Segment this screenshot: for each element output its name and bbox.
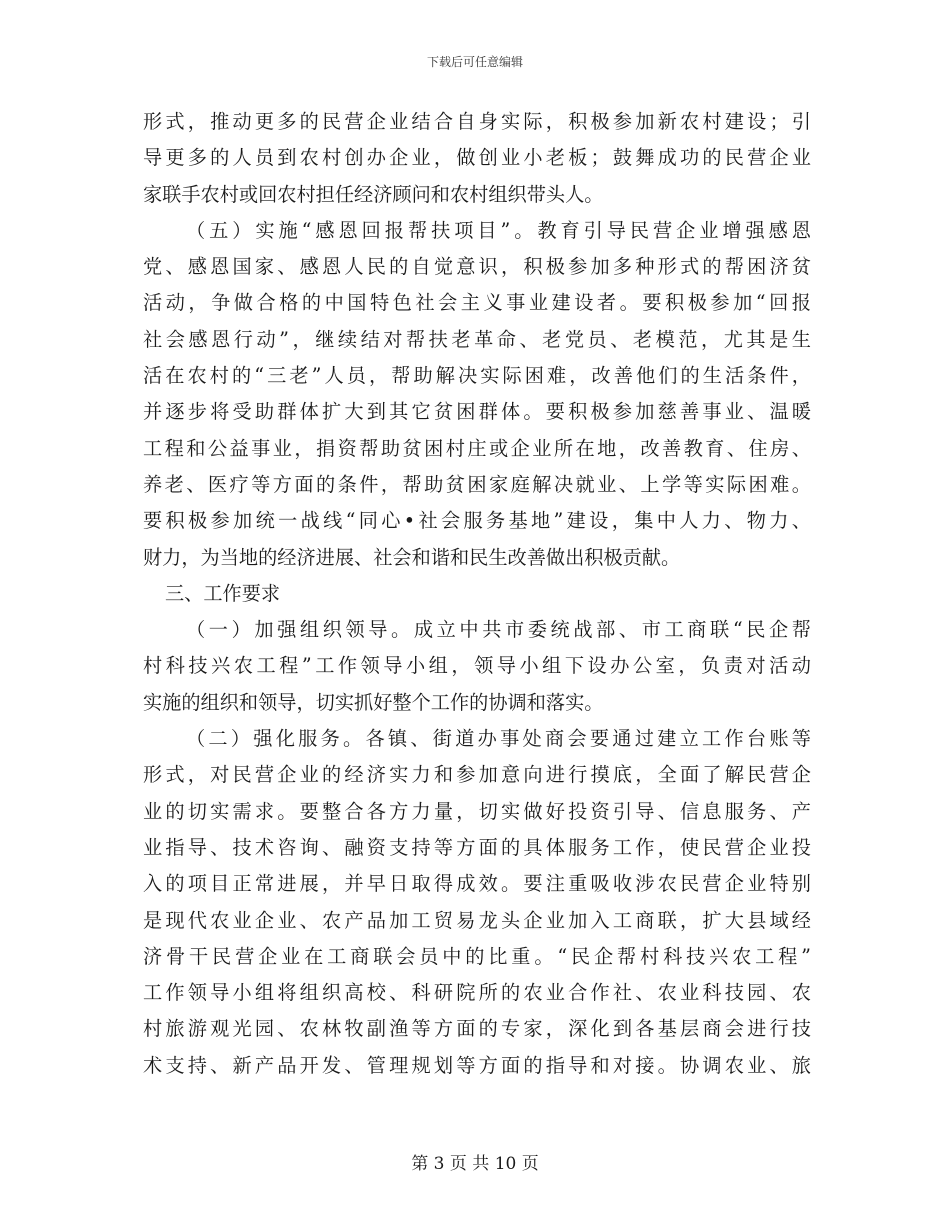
text-line: 业指导、技术咨询、融资支持等方面的具体服务工作，使民营企业投 bbox=[143, 835, 811, 859]
text-line: 实施的组织和领导，切实抓好整个工作的协调和落实。 bbox=[143, 690, 604, 714]
text-line: 党、感恩国家、感恩人民的自觉意识，积极参加多种形式的帮困济贫 bbox=[143, 255, 811, 279]
text-line: 工程和公益事业，捐资帮助贫困村庄或企业所在地，改善教育、住房、 bbox=[143, 436, 811, 460]
text-line: 是现代农业企业、农产品加工贸易龙头企业加入工商联，扩大县域经 bbox=[143, 908, 811, 932]
section-heading-3: 三、工作要求 bbox=[165, 581, 281, 605]
text-line: 村旅游观光园、农林牧副渔等方面的专家，深化到各基层商会进行技 bbox=[143, 1017, 811, 1041]
text-line: 村科技兴农工程”工作领导小组，领导小组下设办公室，负责对活动 bbox=[143, 654, 811, 678]
text-line: 形式，对民营企业的经济实力和参加意向进行摸底，全面了解民营企 bbox=[143, 763, 811, 787]
text-line: 业的切实需求。要整合各方力量，切实做好投资引导、信息服务、产 bbox=[143, 799, 811, 823]
text-line: 术支持、新产品开发、管理规划等方面的指导和对接。协调农业、旅 bbox=[143, 1053, 811, 1077]
subsection-heading-1: （一）加强组织领导。成立中共市委统战部、市工商联“民企帮 bbox=[186, 618, 811, 642]
section-heading-5: （五）实施“感恩回报帮扶项目”。教育引导民营企业增强感恩 bbox=[186, 218, 811, 242]
text-line: 导更多的人员到农村创办企业，做创业小老板；鼓舞成功的民营企业 bbox=[143, 146, 811, 170]
text-line: 并逐步将受助群体扩大到其它贫困群体。要积极参加慈善事业、温暖 bbox=[143, 400, 811, 424]
document-body bbox=[143, 104, 811, 1084]
page-header: 下载后可任意编辑 bbox=[426, 55, 523, 69]
text-line: 入的项目正常进展，并早日取得成效。要注重吸收涉农民营企业特别 bbox=[143, 872, 811, 896]
subsection-heading-2: （二）强化服务。各镇、街道办事处商会要通过建立工作台账等 bbox=[186, 727, 811, 751]
text-line: 活动，争做合格的中国特色社会主义事业建设者。要积极参加“回报 bbox=[143, 291, 811, 315]
text-line: 家联手农村或回农村担任经济顾问和农村组织带头人。 bbox=[143, 182, 604, 206]
page-number: 第 3 页 共 10 页 bbox=[411, 1154, 539, 1174]
text-line: 形式，推动更多的民营企业结合自身实际，积极参加新农村建设；引 bbox=[143, 110, 811, 133]
text-line: 社会感恩行动”，继续结对帮扶老革命、老党员、老模范，尤其是生 bbox=[143, 327, 811, 351]
text-line: 要积极参加统一战线“同心•社会服务基地”建设，集中人力、物力、 bbox=[143, 509, 811, 533]
text-line: 活在农村的“三老”人员，帮助解决实际困难，改善他们的生活条件， bbox=[143, 364, 811, 388]
text-line: 工作领导小组将组织高校、科研院所的农业合作社、农业科技园、农 bbox=[143, 981, 811, 1005]
text-line: 济骨干民营企业在工商联会员中的比重。“民企帮村科技兴农工程” bbox=[143, 944, 811, 968]
text-line: 养老、医疗等方面的条件，帮助贫困家庭解决就业、上学等实际困难。 bbox=[143, 472, 811, 496]
text-line: 财力，为当地的经济进展、社会和谐和民生改善做出积极贡献。 bbox=[143, 545, 681, 569]
